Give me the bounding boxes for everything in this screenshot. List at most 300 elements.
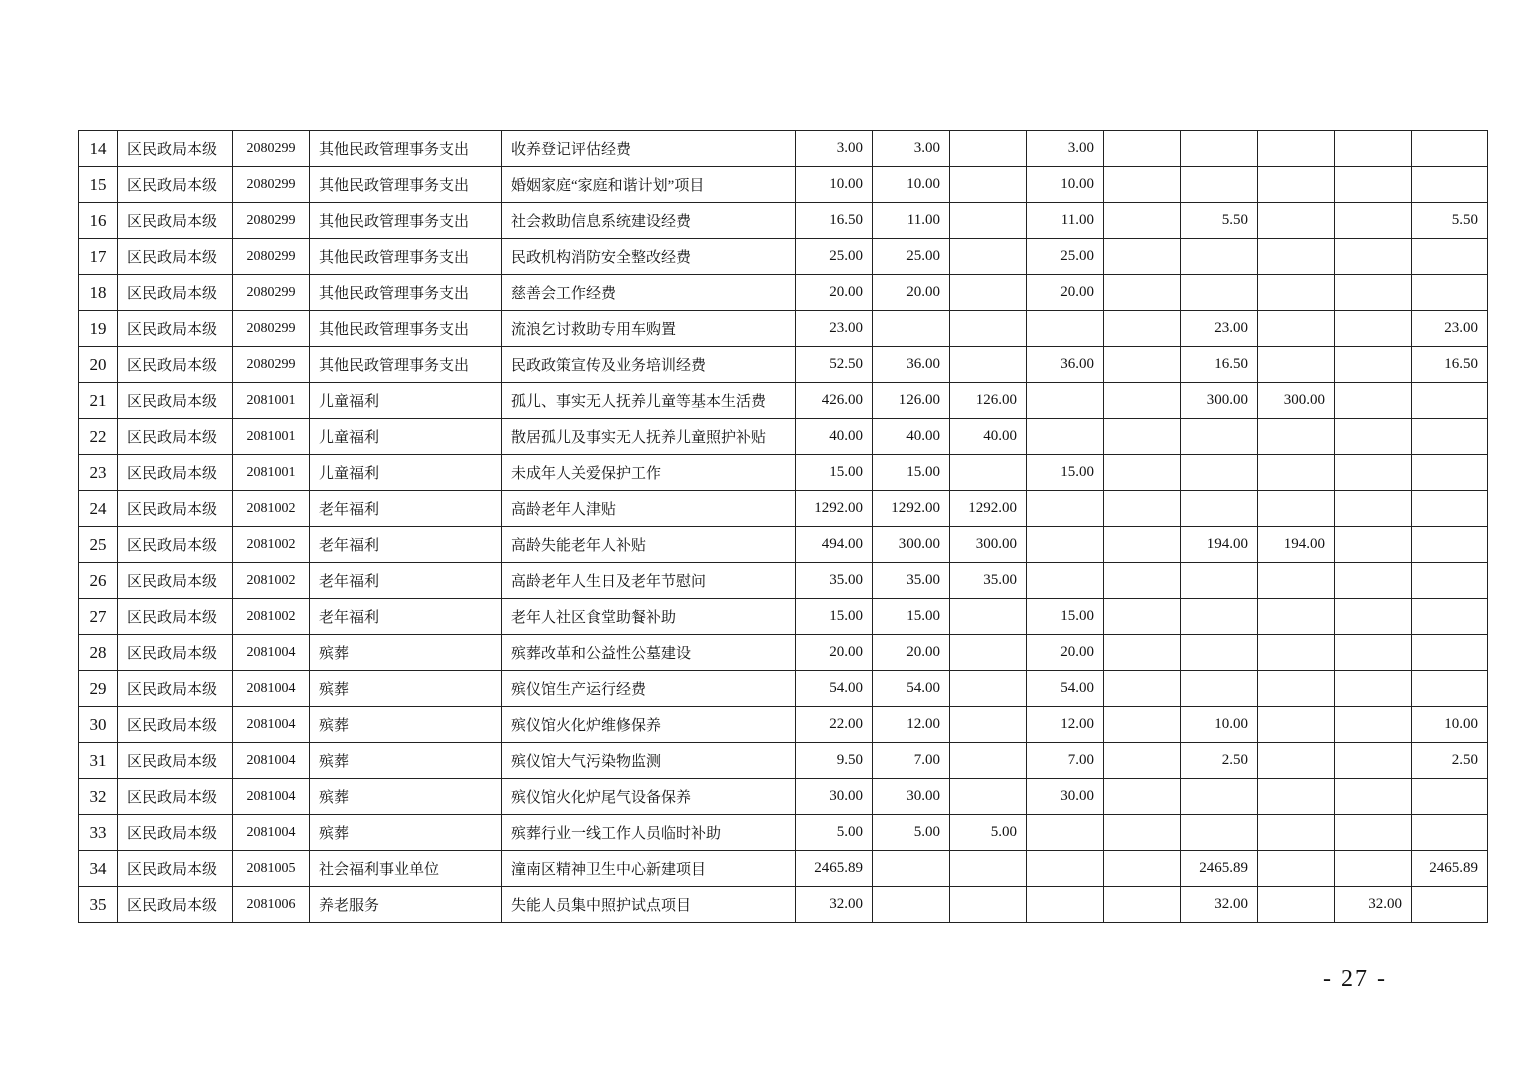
table-row	[79, 491, 1488, 527]
current-other-cell	[1104, 419, 1181, 455]
subject-code-cell: 2080299	[233, 167, 310, 203]
unit-cell: 区民政局本级	[118, 563, 233, 599]
carryover-other-cell	[1412, 887, 1488, 923]
carryover-other-cell	[1412, 239, 1488, 275]
carryover-project-cell	[1335, 707, 1412, 743]
current-project-cell: 7.00	[1027, 743, 1104, 779]
carryover-other-cell	[1412, 671, 1488, 707]
carryover-project-cell	[1335, 383, 1412, 419]
row-number-cell: 18	[79, 275, 118, 311]
subject-code-cell: 2081005	[233, 851, 310, 887]
current-other-cell	[1104, 455, 1181, 491]
unit-cell: 区民政局本级	[118, 131, 233, 167]
current-year-amount-cell: 1292.00	[873, 491, 950, 527]
current-other-cell	[1104, 311, 1181, 347]
carryover-project-cell	[1335, 851, 1412, 887]
carryover-project-cell	[1335, 131, 1412, 167]
carryover-basic-cell	[1258, 707, 1335, 743]
current-other-cell	[1104, 491, 1181, 527]
carryover-basic-cell	[1258, 671, 1335, 707]
carryover-project-cell	[1335, 239, 1412, 275]
row-number-cell: 16	[79, 203, 118, 239]
subject-name-cell: 殡葬	[310, 743, 502, 779]
subject-code-cell: 2081002	[233, 527, 310, 563]
carryover-project-cell	[1335, 815, 1412, 851]
current-basic-cell	[950, 635, 1027, 671]
carryover-amount-cell: 194.00	[1181, 527, 1258, 563]
table-row	[79, 383, 1488, 419]
row-number-cell: 34	[79, 851, 118, 887]
current-basic-cell	[950, 455, 1027, 491]
carryover-amount-cell: 2465.89	[1181, 851, 1258, 887]
current-other-cell	[1104, 887, 1181, 923]
current-year-amount-cell: 40.00	[873, 419, 950, 455]
row-number-cell: 19	[79, 311, 118, 347]
row-number-cell: 29	[79, 671, 118, 707]
total-amount-cell: 5.00	[796, 815, 873, 851]
total-amount-cell: 20.00	[796, 635, 873, 671]
subject-code-cell: 2081002	[233, 563, 310, 599]
project-name-cell: 高龄老年人生日及老年节慰问	[502, 563, 796, 599]
project-name-cell: 收养登记评估经费	[502, 131, 796, 167]
carryover-project-cell	[1335, 563, 1412, 599]
carryover-project-cell	[1335, 599, 1412, 635]
current-project-cell: 25.00	[1027, 239, 1104, 275]
current-project-cell: 10.00	[1027, 167, 1104, 203]
carryover-amount-cell	[1181, 779, 1258, 815]
total-amount-cell: 9.50	[796, 743, 873, 779]
carryover-basic-cell: 194.00	[1258, 527, 1335, 563]
unit-cell: 区民政局本级	[118, 491, 233, 527]
current-year-amount-cell: 10.00	[873, 167, 950, 203]
carryover-amount-cell: 23.00	[1181, 311, 1258, 347]
total-amount-cell: 426.00	[796, 383, 873, 419]
current-year-amount-cell: 7.00	[873, 743, 950, 779]
current-basic-cell	[950, 131, 1027, 167]
carryover-amount-cell	[1181, 491, 1258, 527]
project-name-cell: 高龄失能老年人补贴	[502, 527, 796, 563]
carryover-amount-cell: 300.00	[1181, 383, 1258, 419]
unit-cell: 区民政局本级	[118, 599, 233, 635]
row-number-cell: 33	[79, 815, 118, 851]
carryover-basic-cell	[1258, 203, 1335, 239]
subject-code-cell: 2081004	[233, 671, 310, 707]
current-basic-cell	[950, 671, 1027, 707]
carryover-amount-cell: 10.00	[1181, 707, 1258, 743]
current-other-cell	[1104, 275, 1181, 311]
current-basic-cell	[950, 239, 1027, 275]
subject-name-cell: 其他民政管理事务支出	[310, 311, 502, 347]
unit-cell: 区民政局本级	[118, 383, 233, 419]
project-name-cell: 民政机构消防安全整改经费	[502, 239, 796, 275]
subject-code-cell: 2080299	[233, 311, 310, 347]
carryover-other-cell	[1412, 815, 1488, 851]
total-amount-cell: 30.00	[796, 779, 873, 815]
budget-table	[78, 130, 1488, 923]
total-amount-cell: 52.50	[796, 347, 873, 383]
unit-cell: 区民政局本级	[118, 707, 233, 743]
carryover-project-cell	[1335, 275, 1412, 311]
current-basic-cell: 40.00	[950, 419, 1027, 455]
unit-cell: 区民政局本级	[118, 671, 233, 707]
carryover-amount-cell: 16.50	[1181, 347, 1258, 383]
carryover-basic-cell	[1258, 599, 1335, 635]
carryover-basic-cell	[1258, 743, 1335, 779]
current-basic-cell	[950, 851, 1027, 887]
subject-name-cell: 殡葬	[310, 707, 502, 743]
carryover-amount-cell	[1181, 419, 1258, 455]
total-amount-cell: 23.00	[796, 311, 873, 347]
table-row	[79, 887, 1488, 923]
unit-cell: 区民政局本级	[118, 275, 233, 311]
carryover-basic-cell: 300.00	[1258, 383, 1335, 419]
row-number-cell: 32	[79, 779, 118, 815]
unit-cell: 区民政局本级	[118, 167, 233, 203]
unit-cell: 区民政局本级	[118, 887, 233, 923]
current-basic-cell	[950, 203, 1027, 239]
table-row	[79, 815, 1488, 851]
total-amount-cell: 10.00	[796, 167, 873, 203]
row-number-cell: 15	[79, 167, 118, 203]
subject-name-cell: 殡葬	[310, 635, 502, 671]
table-row	[79, 851, 1488, 887]
subject-code-cell: 2081001	[233, 419, 310, 455]
current-year-amount-cell: 300.00	[873, 527, 950, 563]
subject-name-cell: 儿童福利	[310, 383, 502, 419]
subject-name-cell: 儿童福利	[310, 419, 502, 455]
carryover-other-cell: 23.00	[1412, 311, 1488, 347]
current-year-amount-cell	[873, 887, 950, 923]
carryover-basic-cell	[1258, 311, 1335, 347]
table-row	[79, 563, 1488, 599]
subject-name-cell: 养老服务	[310, 887, 502, 923]
carryover-project-cell	[1335, 527, 1412, 563]
subject-code-cell: 2081001	[233, 383, 310, 419]
unit-cell: 区民政局本级	[118, 239, 233, 275]
current-other-cell	[1104, 599, 1181, 635]
carryover-other-cell	[1412, 383, 1488, 419]
current-other-cell	[1104, 671, 1181, 707]
current-project-cell	[1027, 851, 1104, 887]
row-number-cell: 27	[79, 599, 118, 635]
table-row	[79, 527, 1488, 563]
carryover-other-cell	[1412, 455, 1488, 491]
subject-name-cell: 社会福利事业单位	[310, 851, 502, 887]
unit-cell: 区民政局本级	[118, 779, 233, 815]
current-project-cell	[1027, 527, 1104, 563]
current-basic-cell: 1292.00	[950, 491, 1027, 527]
total-amount-cell: 22.00	[796, 707, 873, 743]
page-number: - 27 -	[1323, 966, 1387, 992]
project-name-cell: 殡仪馆火化炉维修保养	[502, 707, 796, 743]
unit-cell: 区民政局本级	[118, 815, 233, 851]
project-name-cell: 婚姻家庭“家庭和谐计划”项目	[502, 167, 796, 203]
carryover-other-cell	[1412, 527, 1488, 563]
carryover-other-cell	[1412, 635, 1488, 671]
carryover-amount-cell	[1181, 275, 1258, 311]
carryover-project-cell	[1335, 167, 1412, 203]
carryover-other-cell	[1412, 491, 1488, 527]
carryover-other-cell: 2465.89	[1412, 851, 1488, 887]
current-project-cell: 54.00	[1027, 671, 1104, 707]
current-other-cell	[1104, 635, 1181, 671]
table-row	[79, 131, 1488, 167]
project-name-cell: 殡仪馆火化炉尾气设备保养	[502, 779, 796, 815]
unit-cell: 区民政局本级	[118, 851, 233, 887]
project-name-cell: 民政政策宣传及业务培训经费	[502, 347, 796, 383]
carryover-basic-cell	[1258, 239, 1335, 275]
row-number-cell: 31	[79, 743, 118, 779]
carryover-basic-cell	[1258, 887, 1335, 923]
current-year-amount-cell: 15.00	[873, 455, 950, 491]
project-name-cell: 散居孤儿及事实无人抚养儿童照护补贴	[502, 419, 796, 455]
current-other-cell	[1104, 779, 1181, 815]
carryover-other-cell: 5.50	[1412, 203, 1488, 239]
carryover-project-cell	[1335, 743, 1412, 779]
current-year-amount-cell: 35.00	[873, 563, 950, 599]
row-number-cell: 26	[79, 563, 118, 599]
table-row	[79, 707, 1488, 743]
carryover-amount-cell	[1181, 131, 1258, 167]
unit-cell: 区民政局本级	[118, 311, 233, 347]
unit-cell: 区民政局本级	[118, 743, 233, 779]
subject-code-cell: 2081004	[233, 635, 310, 671]
current-other-cell	[1104, 347, 1181, 383]
subject-name-cell: 殡葬	[310, 815, 502, 851]
carryover-other-cell	[1412, 275, 1488, 311]
subject-code-cell: 2081004	[233, 815, 310, 851]
current-year-amount-cell: 15.00	[873, 599, 950, 635]
current-basic-cell: 35.00	[950, 563, 1027, 599]
row-number-cell: 20	[79, 347, 118, 383]
carryover-project-cell	[1335, 347, 1412, 383]
total-amount-cell: 15.00	[796, 599, 873, 635]
carryover-amount-cell: 2.50	[1181, 743, 1258, 779]
current-other-cell	[1104, 167, 1181, 203]
row-number-cell: 17	[79, 239, 118, 275]
current-project-cell: 15.00	[1027, 455, 1104, 491]
current-year-amount-cell: 20.00	[873, 275, 950, 311]
current-year-amount-cell	[873, 311, 950, 347]
carryover-other-cell	[1412, 131, 1488, 167]
current-other-cell	[1104, 131, 1181, 167]
project-name-cell: 慈善会工作经费	[502, 275, 796, 311]
row-number-cell: 30	[79, 707, 118, 743]
current-year-amount-cell: 12.00	[873, 707, 950, 743]
table-row	[79, 311, 1488, 347]
current-other-cell	[1104, 563, 1181, 599]
current-basic-cell: 126.00	[950, 383, 1027, 419]
carryover-project-cell	[1335, 671, 1412, 707]
carryover-basic-cell	[1258, 635, 1335, 671]
carryover-amount-cell	[1181, 671, 1258, 707]
carryover-amount-cell	[1181, 635, 1258, 671]
project-name-cell: 未成年人关爱保护工作	[502, 455, 796, 491]
row-number-cell: 22	[79, 419, 118, 455]
carryover-project-cell: 32.00	[1335, 887, 1412, 923]
carryover-amount-cell	[1181, 167, 1258, 203]
current-year-amount-cell: 30.00	[873, 779, 950, 815]
total-amount-cell: 35.00	[796, 563, 873, 599]
total-amount-cell: 3.00	[796, 131, 873, 167]
current-basic-cell: 5.00	[950, 815, 1027, 851]
row-number-cell: 28	[79, 635, 118, 671]
current-year-amount-cell: 126.00	[873, 383, 950, 419]
subject-name-cell: 殡葬	[310, 779, 502, 815]
row-number-cell: 24	[79, 491, 118, 527]
table-row	[79, 167, 1488, 203]
carryover-other-cell: 16.50	[1412, 347, 1488, 383]
carryover-other-cell	[1412, 419, 1488, 455]
subject-name-cell: 其他民政管理事务支出	[310, 347, 502, 383]
project-name-cell: 流浪乞讨救助专用车购置	[502, 311, 796, 347]
carryover-other-cell: 10.00	[1412, 707, 1488, 743]
current-basic-cell: 300.00	[950, 527, 1027, 563]
current-project-cell: 12.00	[1027, 707, 1104, 743]
current-project-cell: 15.00	[1027, 599, 1104, 635]
subject-code-cell: 2081002	[233, 599, 310, 635]
current-project-cell: 20.00	[1027, 275, 1104, 311]
table-row	[79, 239, 1488, 275]
subject-name-cell: 其他民政管理事务支出	[310, 239, 502, 275]
current-year-amount-cell: 20.00	[873, 635, 950, 671]
subject-code-cell: 2081001	[233, 455, 310, 491]
subject-name-cell: 老年福利	[310, 563, 502, 599]
table-row	[79, 743, 1488, 779]
subject-code-cell: 2080299	[233, 131, 310, 167]
current-year-amount-cell: 36.00	[873, 347, 950, 383]
row-number-cell: 21	[79, 383, 118, 419]
current-year-amount-cell: 3.00	[873, 131, 950, 167]
carryover-amount-cell	[1181, 239, 1258, 275]
table-row	[79, 779, 1488, 815]
total-amount-cell: 40.00	[796, 419, 873, 455]
current-basic-cell	[950, 887, 1027, 923]
project-name-cell: 潼南区精神卫生中心新建项目	[502, 851, 796, 887]
current-other-cell	[1104, 383, 1181, 419]
current-other-cell	[1104, 851, 1181, 887]
subject-name-cell: 儿童福利	[310, 455, 502, 491]
total-amount-cell: 15.00	[796, 455, 873, 491]
current-year-amount-cell: 54.00	[873, 671, 950, 707]
table-row	[79, 203, 1488, 239]
subject-code-cell: 2080299	[233, 347, 310, 383]
current-other-cell	[1104, 815, 1181, 851]
carryover-basic-cell	[1258, 851, 1335, 887]
subject-name-cell: 其他民政管理事务支出	[310, 275, 502, 311]
carryover-basic-cell	[1258, 779, 1335, 815]
total-amount-cell: 54.00	[796, 671, 873, 707]
current-basic-cell	[950, 347, 1027, 383]
table-row	[79, 599, 1488, 635]
current-project-cell	[1027, 311, 1104, 347]
carryover-project-cell	[1335, 491, 1412, 527]
current-year-amount-cell: 11.00	[873, 203, 950, 239]
current-basic-cell	[950, 599, 1027, 635]
unit-cell: 区民政局本级	[118, 419, 233, 455]
current-other-cell	[1104, 527, 1181, 563]
subject-name-cell: 老年福利	[310, 491, 502, 527]
current-basic-cell	[950, 779, 1027, 815]
carryover-amount-cell: 5.50	[1181, 203, 1258, 239]
table-row	[79, 635, 1488, 671]
current-basic-cell	[950, 311, 1027, 347]
row-number-cell: 35	[79, 887, 118, 923]
current-project-cell	[1027, 815, 1104, 851]
current-project-cell	[1027, 383, 1104, 419]
subject-code-cell: 2080299	[233, 239, 310, 275]
table-row	[79, 671, 1488, 707]
carryover-basic-cell	[1258, 167, 1335, 203]
current-project-cell: 20.00	[1027, 635, 1104, 671]
total-amount-cell: 16.50	[796, 203, 873, 239]
carryover-basic-cell	[1258, 491, 1335, 527]
unit-cell: 区民政局本级	[118, 347, 233, 383]
carryover-basic-cell	[1258, 815, 1335, 851]
unit-cell: 区民政局本级	[118, 455, 233, 491]
project-name-cell: 殡葬改革和公益性公墓建设	[502, 635, 796, 671]
current-basic-cell	[950, 275, 1027, 311]
total-amount-cell: 25.00	[796, 239, 873, 275]
carryover-other-cell	[1412, 599, 1488, 635]
current-project-cell: 3.00	[1027, 131, 1104, 167]
subject-name-cell: 其他民政管理事务支出	[310, 203, 502, 239]
total-amount-cell: 494.00	[796, 527, 873, 563]
carryover-basic-cell	[1258, 131, 1335, 167]
carryover-basic-cell	[1258, 347, 1335, 383]
carryover-basic-cell	[1258, 275, 1335, 311]
subject-name-cell: 殡葬	[310, 671, 502, 707]
carryover-project-cell	[1335, 779, 1412, 815]
project-name-cell: 老年人社区食堂助餐补助	[502, 599, 796, 635]
carryover-amount-cell	[1181, 599, 1258, 635]
subject-code-cell: 2081004	[233, 743, 310, 779]
current-project-cell: 30.00	[1027, 779, 1104, 815]
current-other-cell	[1104, 743, 1181, 779]
subject-code-cell: 2081004	[233, 707, 310, 743]
carryover-other-cell	[1412, 563, 1488, 599]
subject-code-cell: 2081006	[233, 887, 310, 923]
table-row	[79, 347, 1488, 383]
carryover-amount-cell	[1181, 563, 1258, 599]
subject-code-cell: 2081004	[233, 779, 310, 815]
project-name-cell: 孤儿、事实无人抚养儿童等基本生活费	[502, 383, 796, 419]
table-row	[79, 275, 1488, 311]
carryover-project-cell	[1335, 203, 1412, 239]
total-amount-cell: 32.00	[796, 887, 873, 923]
unit-cell: 区民政局本级	[118, 527, 233, 563]
subject-name-cell: 其他民政管理事务支出	[310, 131, 502, 167]
current-project-cell	[1027, 563, 1104, 599]
carryover-basic-cell	[1258, 455, 1335, 491]
total-amount-cell: 2465.89	[796, 851, 873, 887]
unit-cell: 区民政局本级	[118, 203, 233, 239]
carryover-amount-cell: 32.00	[1181, 887, 1258, 923]
subject-code-cell: 2080299	[233, 203, 310, 239]
current-basic-cell	[950, 167, 1027, 203]
carryover-project-cell	[1335, 635, 1412, 671]
subject-name-cell: 老年福利	[310, 599, 502, 635]
current-year-amount-cell	[873, 851, 950, 887]
current-other-cell	[1104, 239, 1181, 275]
table-body	[79, 131, 1488, 923]
carryover-basic-cell	[1258, 563, 1335, 599]
carryover-project-cell	[1335, 455, 1412, 491]
carryover-other-cell	[1412, 779, 1488, 815]
subject-code-cell: 2081002	[233, 491, 310, 527]
unit-cell: 区民政局本级	[118, 635, 233, 671]
project-name-cell: 殡葬行业一线工作人员临时补助	[502, 815, 796, 851]
